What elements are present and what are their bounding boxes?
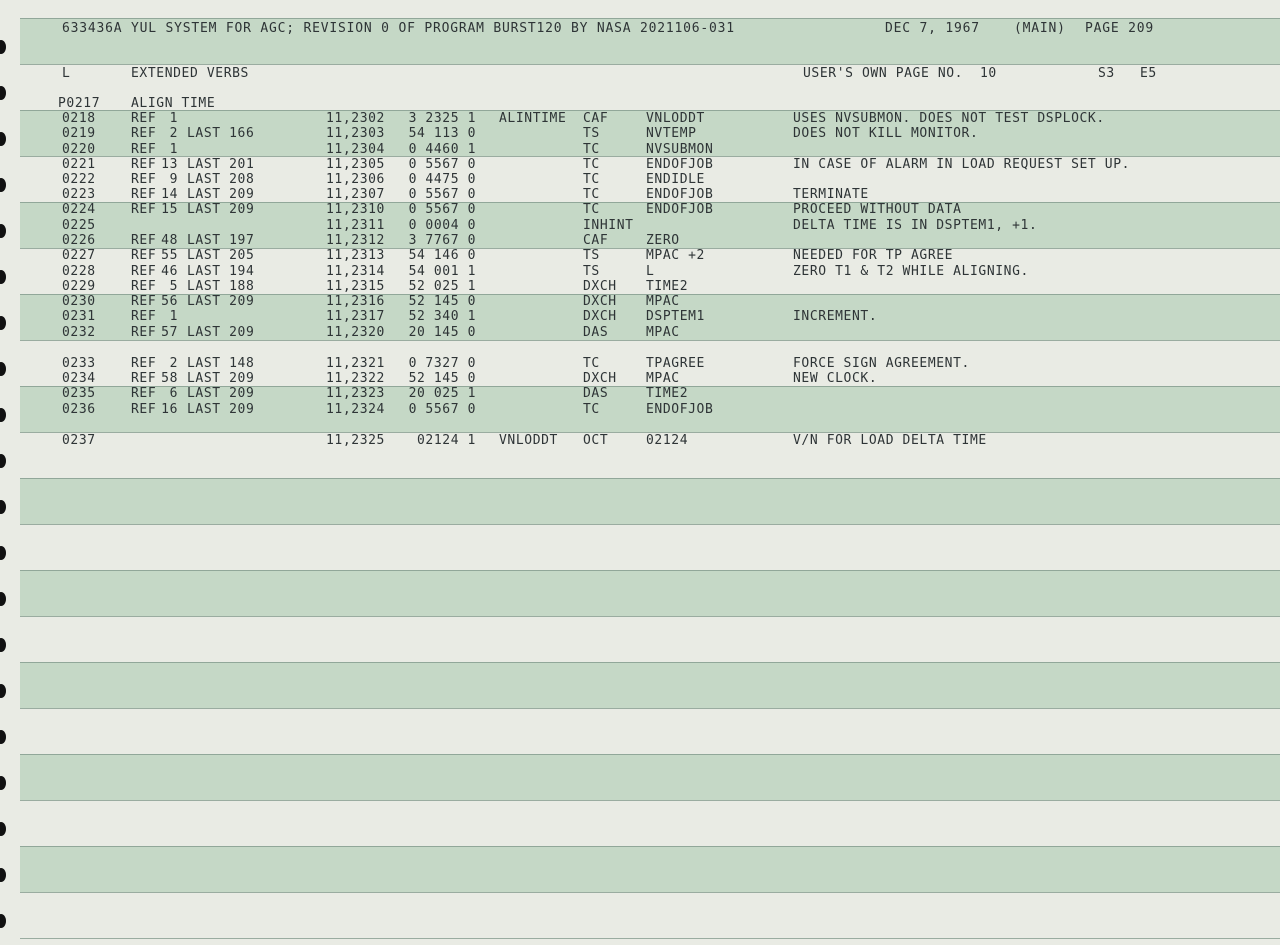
ref-keyword: REF	[131, 402, 157, 417]
operand: ZERO	[646, 233, 680, 248]
label: VNLODDT	[499, 433, 558, 448]
line-number: 0223	[62, 187, 96, 202]
green-band	[20, 478, 1280, 524]
object-code: 52 025 1	[408, 279, 476, 294]
listing-title: 633436A YUL SYSTEM FOR AGC; REVISION 0 OF PROGRAM BURST120 BY NASA 2021106-031	[62, 21, 735, 36]
rule-line	[20, 616, 1280, 617]
address: 11,2321	[326, 356, 385, 371]
object-code: 0 4475 0	[408, 172, 476, 187]
last-ref: LAST 194	[187, 264, 255, 279]
opcode: TC	[583, 402, 600, 417]
line-number: 0233	[62, 356, 96, 371]
comment: FORCE SIGN AGREEMENT.	[793, 356, 970, 371]
operand: ENDIDLE	[646, 172, 705, 187]
address: 11,2307	[326, 187, 385, 202]
user-page-number: USER'S OWN PAGE NO. 10	[803, 66, 997, 81]
ref-keyword: REF	[131, 356, 157, 371]
comment: TERMINATE	[793, 187, 869, 202]
operand: MPAC	[646, 371, 680, 386]
opcode: TC	[583, 187, 600, 202]
label: ALINTIME	[499, 111, 567, 126]
last-ref: LAST 209	[187, 187, 255, 202]
ref-keyword: REF	[131, 172, 157, 187]
object-code: 0 5567 0	[408, 157, 476, 172]
rule-line	[20, 938, 1280, 939]
tractor-hole	[0, 178, 6, 192]
address: 11,2317	[326, 309, 385, 324]
opcode: DXCH	[583, 279, 617, 294]
ref-number: 1	[169, 309, 178, 324]
address: 11,2303	[326, 126, 385, 141]
tractor-hole	[0, 362, 6, 376]
ref-keyword: REF	[131, 248, 157, 263]
tractor-hole	[0, 408, 6, 422]
line-number: 0225	[62, 218, 96, 233]
rule-line	[20, 800, 1280, 801]
last-ref: LAST 209	[187, 202, 255, 217]
object-code: 52 340 1	[408, 309, 476, 324]
code-e: E5	[1140, 66, 1157, 81]
rule-line	[20, 18, 1280, 19]
tractor-hole	[0, 454, 6, 468]
log-letter: L	[62, 66, 71, 81]
line-number: 0227	[62, 248, 96, 263]
last-ref: LAST 208	[187, 172, 255, 187]
address: 11,2310	[326, 202, 385, 217]
operand: MPAC	[646, 294, 680, 309]
object-code: 0 7327 0	[408, 356, 476, 371]
opcode: TC	[583, 172, 600, 187]
comment: IN CASE OF ALARM IN LOAD REQUEST SET UP.	[793, 157, 1131, 172]
ref-number: 48	[161, 233, 178, 248]
line-number: 0219	[62, 126, 96, 141]
line-number: 0226	[62, 233, 96, 248]
ref-number: 46	[161, 264, 178, 279]
code-s: S3	[1098, 66, 1115, 81]
address: 11,2306	[326, 172, 385, 187]
object-code: 20 145 0	[408, 325, 476, 340]
object-code: 3 2325 1	[408, 111, 476, 126]
opcode: CAF	[583, 111, 609, 126]
opcode: TS	[583, 126, 600, 141]
page-number: PAGE 209	[1085, 21, 1155, 36]
object-code: 54 146 0	[408, 248, 476, 263]
tractor-hole	[0, 86, 6, 100]
rule-line	[20, 754, 1280, 755]
ref-keyword: REF	[131, 233, 157, 248]
green-band	[20, 754, 1280, 800]
ref-keyword: REF	[131, 111, 157, 126]
ref-keyword: REF	[131, 202, 157, 217]
ref-number: 2	[169, 126, 178, 141]
tractor-hole	[0, 40, 6, 54]
opcode: DXCH	[583, 309, 617, 324]
ref-keyword: REF	[131, 126, 157, 141]
operand: MPAC	[646, 325, 680, 340]
ref-number: 16	[161, 402, 178, 417]
operand: TPAGREE	[646, 356, 705, 371]
operand: MPAC +2	[646, 248, 705, 263]
comment: DELTA TIME IS IN DSPTEM1, +1.	[793, 218, 1038, 233]
ref-keyword: REF	[131, 309, 157, 324]
line-number: 0231	[62, 309, 96, 324]
ref-keyword: REF	[131, 294, 157, 309]
line-number: 0228	[62, 264, 96, 279]
line-number: 0224	[62, 202, 96, 217]
line-number: 0218	[62, 111, 96, 126]
tractor-hole	[0, 684, 6, 698]
green-band	[20, 570, 1280, 616]
tractor-hole	[0, 132, 6, 146]
line-number: 0222	[62, 172, 96, 187]
opcode: DXCH	[583, 294, 617, 309]
address: 11,2302	[326, 111, 385, 126]
object-code: 0 5567 0	[408, 402, 476, 417]
operand: 02124	[646, 433, 689, 448]
ref-number: 55	[161, 248, 178, 263]
comment: PROCEED WITHOUT DATA	[793, 202, 962, 217]
object-code: 52 145 0	[408, 371, 476, 386]
ref-keyword: REF	[131, 325, 157, 340]
ref-number: 6	[169, 386, 178, 401]
address: 11,2315	[326, 279, 385, 294]
tractor-hole	[0, 224, 6, 238]
opcode: DAS	[583, 325, 609, 340]
rule-line	[20, 846, 1280, 847]
line-number: 0232	[62, 325, 96, 340]
tractor-hole	[0, 776, 6, 790]
ref-keyword: REF	[131, 264, 157, 279]
comment: ZERO T1 & T2 WHILE ALIGNING.	[793, 264, 1029, 279]
tractor-hole	[0, 730, 6, 744]
ref-keyword: REF	[131, 157, 157, 172]
operand: NVSUBMON	[646, 142, 714, 157]
green-band	[20, 846, 1280, 892]
address: 11,2304	[326, 142, 385, 157]
address: 11,2312	[326, 233, 385, 248]
address: 11,2311	[326, 218, 385, 233]
line-number: 0235	[62, 386, 96, 401]
last-ref: LAST 166	[187, 126, 255, 141]
operand: DSPTEM1	[646, 309, 705, 324]
comment: INCREMENT.	[793, 309, 878, 324]
ref-keyword: REF	[131, 187, 157, 202]
line-number: 0230	[62, 294, 96, 309]
address: 11,2325	[326, 433, 385, 448]
address: 11,2316	[326, 294, 385, 309]
address: 11,2324	[326, 402, 385, 417]
comment: NEW CLOCK.	[793, 371, 878, 386]
listing-section: (MAIN)	[1014, 21, 1066, 36]
line-number: 0234	[62, 371, 96, 386]
tractor-hole	[0, 316, 6, 330]
rule-line	[20, 64, 1280, 65]
ref-number: 58	[161, 371, 178, 386]
rule-line	[20, 524, 1280, 525]
opcode: TC	[583, 202, 600, 217]
tractor-hole	[0, 592, 6, 606]
comment: V/N FOR LOAD DELTA TIME	[793, 433, 987, 448]
object-code: 54 113 0	[408, 126, 476, 141]
tractor-hole	[0, 638, 6, 652]
object-code: 3 7767 0	[408, 233, 476, 248]
address: 11,2314	[326, 264, 385, 279]
operand: TIME2	[646, 386, 689, 401]
rule-line	[20, 708, 1280, 709]
ref-number: 1	[169, 111, 178, 126]
last-ref: LAST 209	[187, 386, 255, 401]
last-ref: LAST 209	[187, 402, 255, 417]
operand: ENDOFJOB	[646, 157, 714, 172]
ref-keyword: REF	[131, 386, 157, 401]
last-ref: LAST 209	[187, 294, 255, 309]
rule-line	[20, 478, 1280, 479]
object-code: 0 5567 0	[408, 202, 476, 217]
opcode: TS	[583, 264, 600, 279]
listing-date: DEC 7, 1967	[885, 21, 980, 36]
opcode: DXCH	[583, 371, 617, 386]
object-code: 54 001 1	[408, 264, 476, 279]
object-code: 20 025 1	[408, 386, 476, 401]
operand: L	[646, 264, 655, 279]
tractor-hole	[0, 868, 6, 882]
last-ref: LAST 148	[187, 356, 255, 371]
ref-keyword: REF	[131, 142, 157, 157]
object-code: 0 5567 0	[408, 187, 476, 202]
address: 11,2313	[326, 248, 385, 263]
line-number: 0237	[62, 433, 96, 448]
operand: NVTEMP	[646, 126, 697, 141]
operand: ENDOFJOB	[646, 402, 714, 417]
line-number: 0229	[62, 279, 96, 294]
rule-line	[20, 892, 1280, 893]
operand: TIME2	[646, 279, 689, 294]
opcode: TC	[583, 356, 600, 371]
rule-line	[20, 340, 1280, 341]
section-heading: ALIGN TIME	[131, 96, 216, 111]
ref-number: 56	[161, 294, 178, 309]
ref-number: 13	[161, 157, 178, 172]
green-band	[20, 662, 1280, 708]
last-ref: LAST 201	[187, 157, 255, 172]
last-ref: LAST 209	[187, 371, 255, 386]
rule-line	[20, 662, 1280, 663]
rule-line	[20, 570, 1280, 571]
log-section-title: EXTENDED VERBS	[131, 66, 249, 81]
line-number: 0220	[62, 142, 96, 157]
address: 11,2320	[326, 325, 385, 340]
last-ref: LAST 209	[187, 325, 255, 340]
ref-number: 2	[169, 356, 178, 371]
ref-number: 57	[161, 325, 178, 340]
tractor-hole	[0, 822, 6, 836]
ref-number: 9	[169, 172, 178, 187]
line-number: 0236	[62, 402, 96, 417]
opcode: INHINT	[583, 218, 634, 233]
opcode: CAF	[583, 233, 609, 248]
ref-number: 5	[169, 279, 178, 294]
address: 11,2305	[326, 157, 385, 172]
tractor-hole	[0, 546, 6, 560]
address: 11,2322	[326, 371, 385, 386]
tractor-hole	[0, 914, 6, 928]
opcode: TS	[583, 248, 600, 263]
opcode: OCT	[583, 433, 609, 448]
comment: DOES NOT KILL MONITOR.	[793, 126, 979, 141]
opcode: DAS	[583, 386, 609, 401]
tractor-hole	[0, 270, 6, 284]
ref-keyword: REF	[131, 279, 157, 294]
object-code: 52 145 0	[408, 294, 476, 309]
line-number: 0221	[62, 157, 96, 172]
operand: ENDOFJOB	[646, 202, 714, 217]
opcode: TC	[583, 157, 600, 172]
operand: ENDOFJOB	[646, 187, 714, 202]
section-line-number: P0217	[58, 96, 101, 111]
ref-number: 1	[169, 142, 178, 157]
comment: NEEDED FOR TP AGREE	[793, 248, 954, 263]
object-code: 0 4460 1	[408, 142, 476, 157]
ref-number: 15	[161, 202, 178, 217]
last-ref: LAST 188	[187, 279, 255, 294]
operand: VNLODDT	[646, 111, 705, 126]
last-ref: LAST 205	[187, 248, 255, 263]
object-code: 02124 1	[417, 433, 476, 448]
address: 11,2323	[326, 386, 385, 401]
tractor-hole	[0, 500, 6, 514]
opcode: TC	[583, 142, 600, 157]
ref-keyword: REF	[131, 371, 157, 386]
last-ref: LAST 197	[187, 233, 255, 248]
comment: USES NVSUBMON. DOES NOT TEST DSPLOCK.	[793, 111, 1105, 126]
object-code: 0 0004 0	[408, 218, 476, 233]
ref-number: 14	[161, 187, 178, 202]
